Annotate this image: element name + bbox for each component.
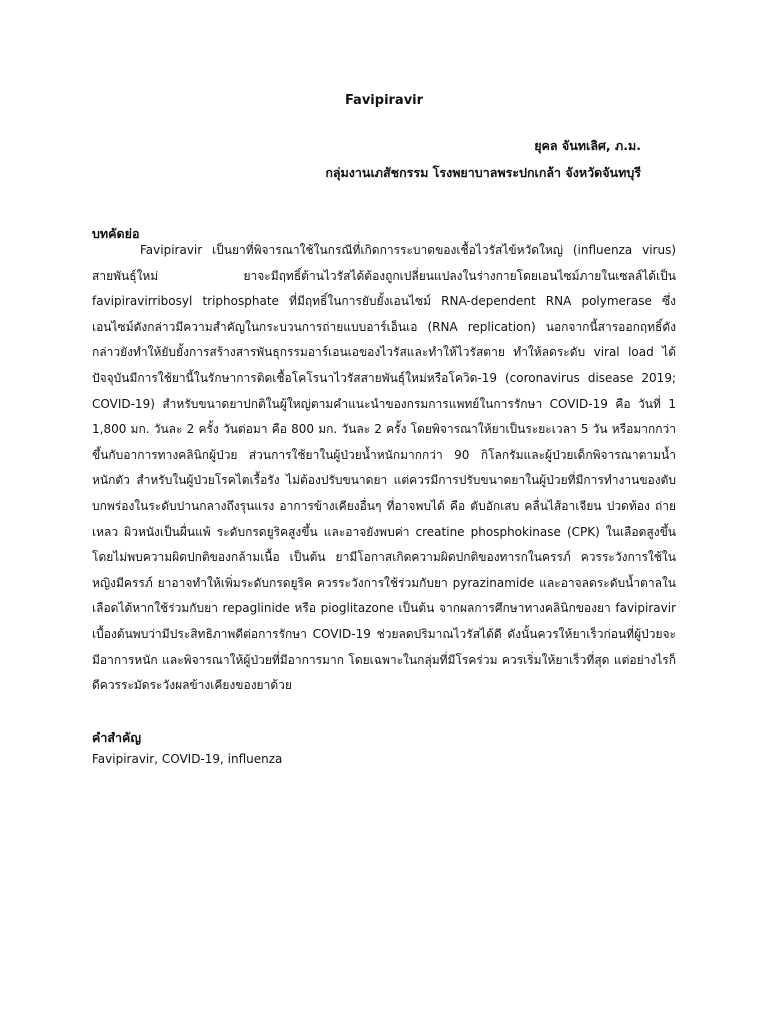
abstract-text: Favipiravir เป็นยาที่พิจารณาใช้ในกรณีที่เกิดการระบาดของเชื้อไวรัสไข้หวัดใหญ่ (influenza virus) สายพันธุ์ใหม่ ยาจะมีฤทธิ์ต้านไวรัสได้ต้องถูกเปลี่ยนแปลงในร่างกายโดยเอนไซม์ภายในเซลล์ได้เป็น favipiravirribosyl triphosphate ที่มีฤทธิ์ในการยับยั้งเอนไซม์ RNA-dependent RNA polymerase ซึ่งเอนไซม์ดังกล่าวมีความสำคัญในกระบวนการถ่ายแบบอาร์เอ็นเอ (RNA replication) นอกจากนี้สารออกฤทธิ์ดังกล่าวยังทำให้ยับยั้งการสร้างสารพันธุกรรมอาร์เอนเอของไวรัสและทำให้ไวรัสตาย ทำให้ลดระดับ viral load ได้ ปัจจุบันมีการใช้ยานี้ในรักษาการติดเชื้อโคโรนาไวรัสสายพันธุ์ใหม่หรือโควิด-19 (coronavirus disease 2019; COVID-19) สำหรับขนาดยาปกติในผู้ใหญ่ตามคำแนะนำของกรมการแพทย์ในการรักษา COVID-19 คือ วันที่ 1 1,800 มก. วันละ 2 ครั้ง วันต่อมา คือ 800 มก. วันละ 2 ครั้ง โดยพิจารณาให้ยาเป็นระยะเวลา 5 วัน หรือมากกว่าขึ้นกับอาการทางคลินิกผู้ป่วย ส่วนการใช้ยาในผู้ป่วยน้ำหนักมากกว่า 90 กิโลกรัมและผู้ป่วยเด็กพิจารณาตามน้ำหนักตัว สำหรับในผู้ป่วยโรคไตเรื้อรัง ไม่ต้องปรับขนาดยา แต่ควรมีการปรับขนาดยาในผู้ป่วยที่มีการทำงานของตับบกพร่องในระดับปานกลางถึงรุนแรง อาการข้างเคียงอื่นๆ ที่อาจพบได้ คือ ตับอักเสบ คลื่นไส้อาเจียน ปวดท้อง ถ่ายเหลว ผิวหนังเป็นผื่นแพ้ ระดับกรดยูริคสูงขึ้น และอาจยังพบค่า creatine phosphokinase (CPK) ในเลือดสูงขึ้นโดยไม่พบความผิดปกติของกล้ามเนื้อ เป็นต้น ยามีโอกาสเกิดความผิดปกติของทารกในครรภ์ ควรระวังการใช้ในหญิงมีครรภ์ ยาอาจทำให้เพิ่มระดับกรดยูริค ควรระวังการใช้ร่วมกับยา pyrazinamide และอาจลดระดับน้ำตาลในเลือดได้หากใช้ร่วมกับยา repaglinide หรือ pioglitazone เป็นต้น จากผลการศึกษาทางคลินิกของยา favipiravir เบื้องต้นพบว่ามีประสิทธิภาพดีต่อการรักษา COVID-19 ช่วยลดปริมาณไวรัสได้ดี ดังนั้นควรให้ยาเร็วก่อนที่ผู้ป่วยจะมีอาการหนัก และพิจารณาให้ผู้ป่วยที่มีอาการมาก โดยเฉพาะในกลุ่มที่มีโรคร่วม ควรเริ่มให้ยาเร็วที่สุด แต่อย่างไรก็ดีควรระมัดระวังผลข้างเคียงของยาด้วย	[92, 243, 676, 693]
keywords-text: Favipiravir, COVID-19, influenza	[92, 752, 283, 766]
author-block	[81, 132, 641, 186]
keywords-heading: คำสำคัญ	[92, 730, 142, 745]
author-name: ยุคล จันทเลิศ, ภ.ม.	[534, 138, 641, 153]
document-title: Favipiravir	[344, 93, 424, 108]
abstract-heading: บทคัดย่อ	[92, 226, 140, 241]
author-affiliation: กลุ่มงานเภสัชกรรม โรงพยาบาลพระปกเกล้า จังหวัดจันทบุรี	[325, 165, 641, 180]
